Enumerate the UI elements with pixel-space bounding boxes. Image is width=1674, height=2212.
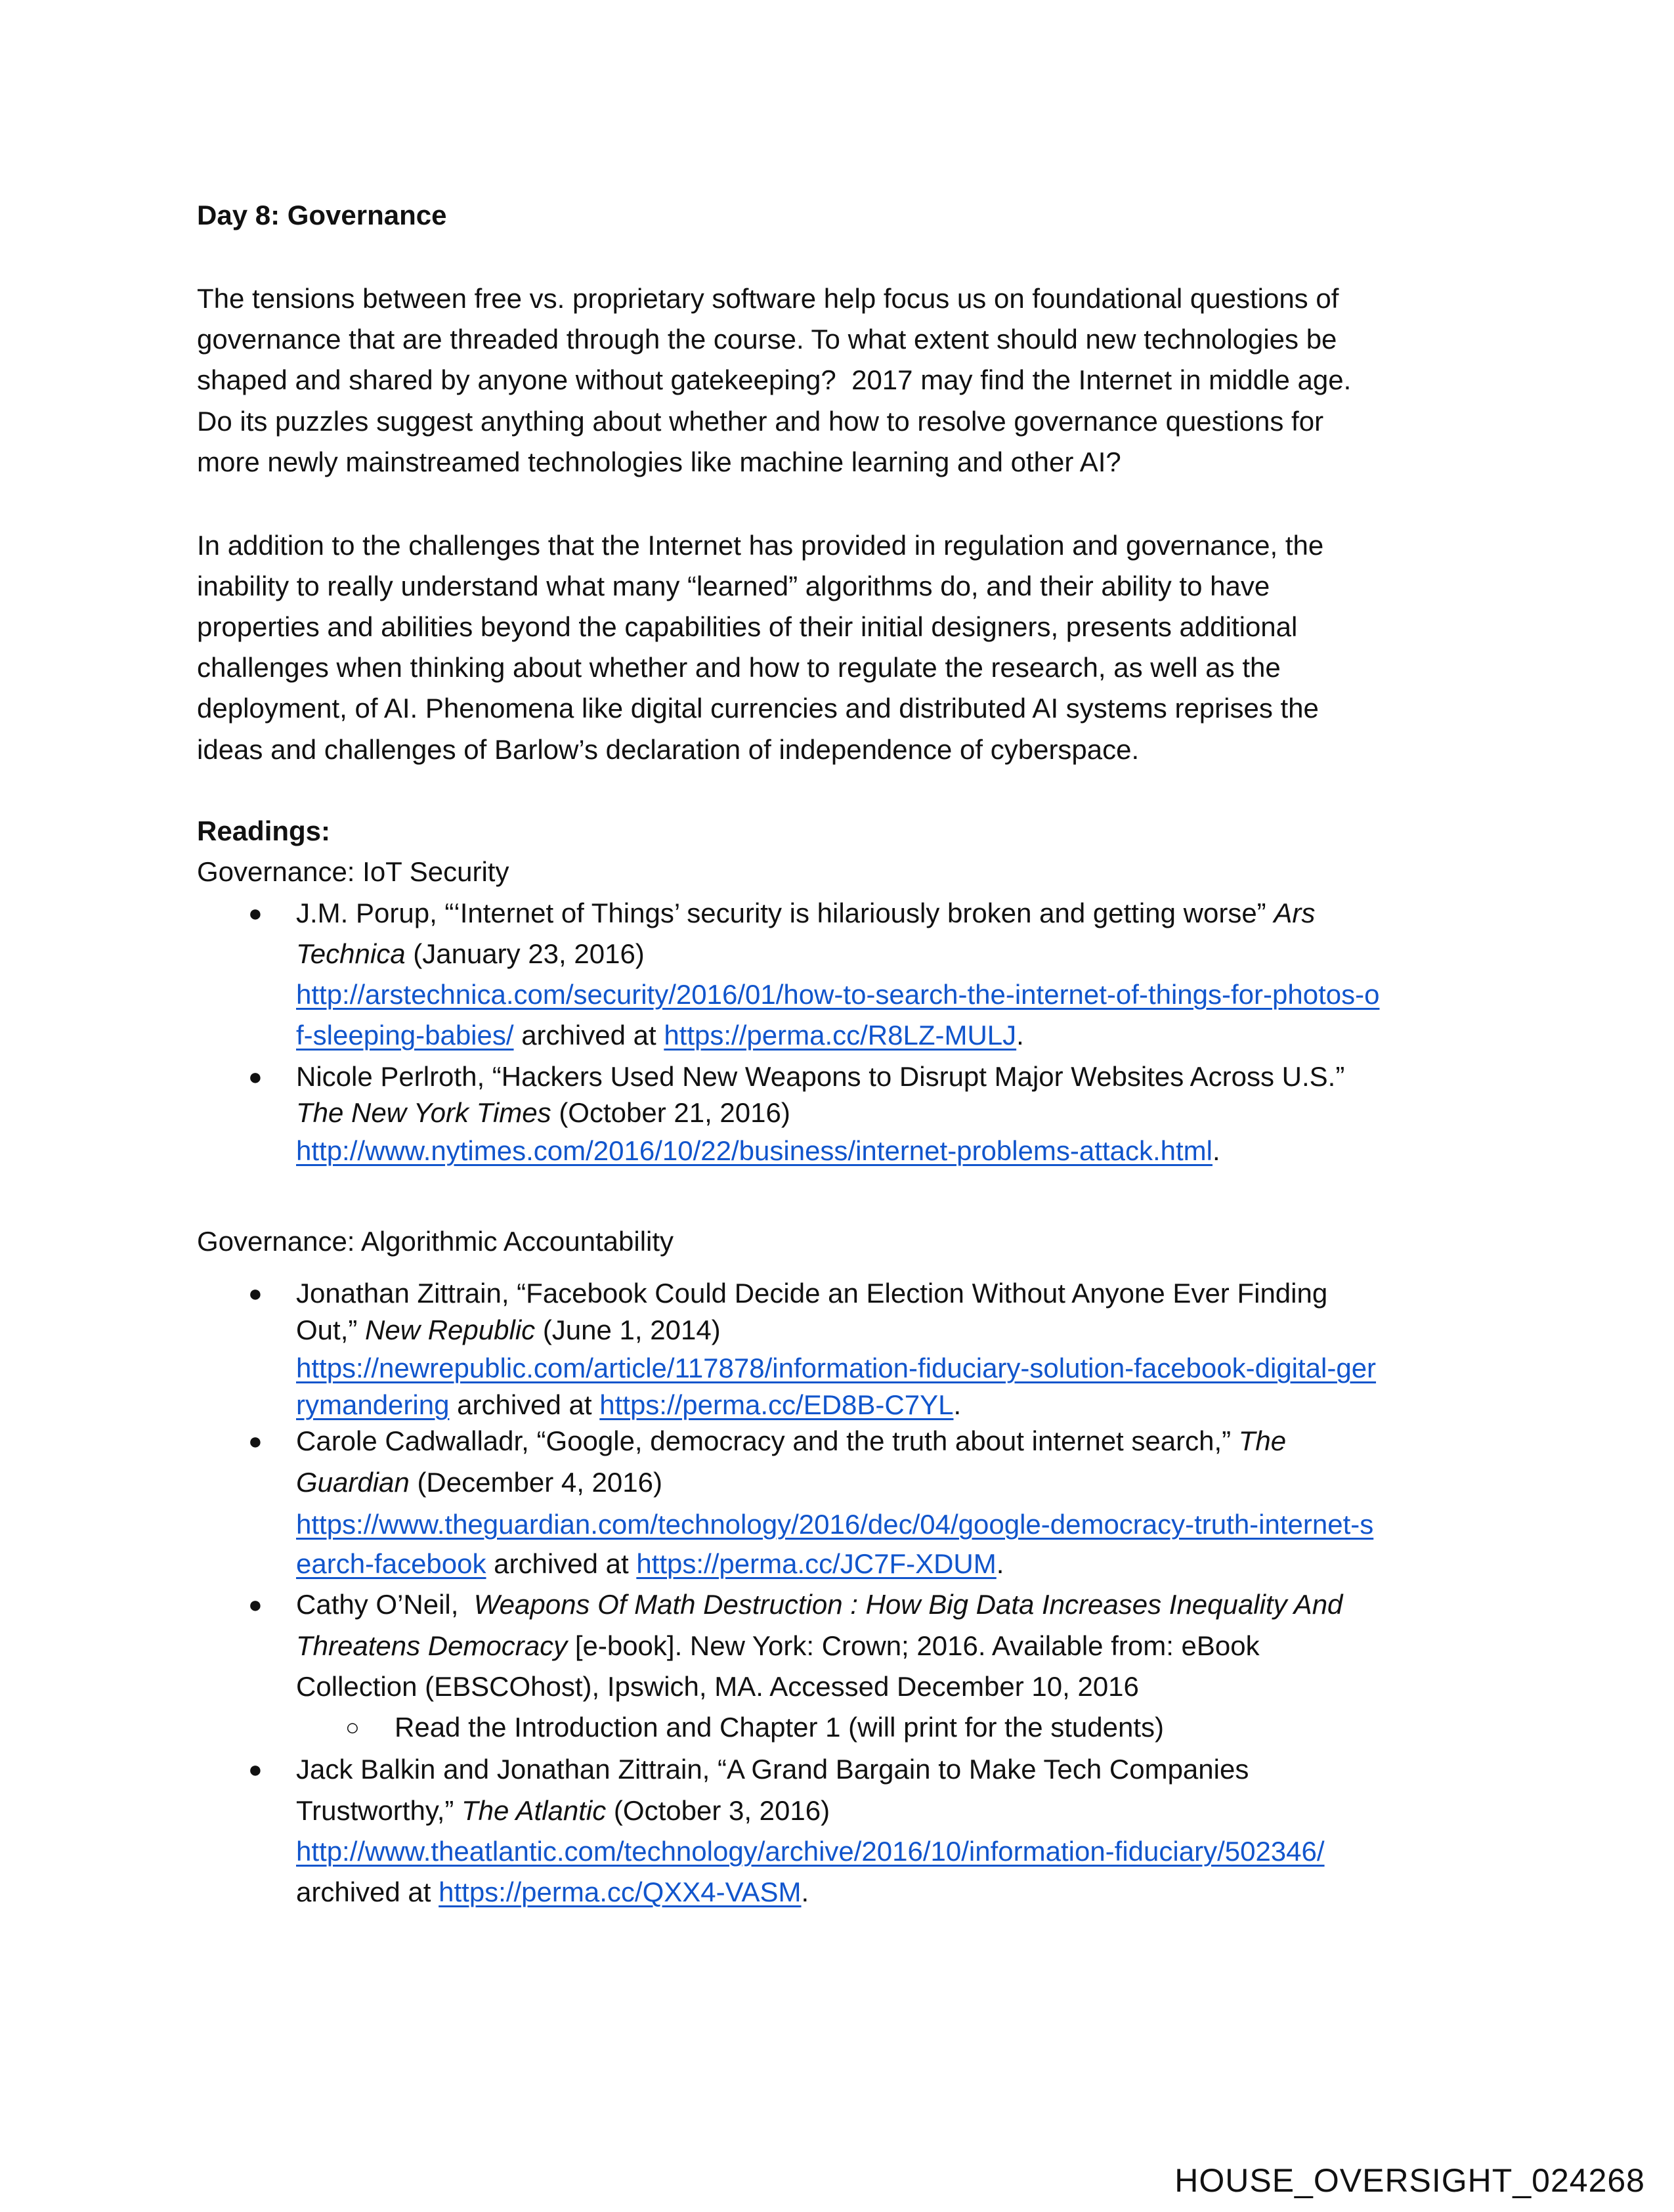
paragraph-line: The tensions between free vs. proprietary software help focus us on foundational questions of [197,283,1339,314]
link[interactable]: https://www.theguardian.com/technology/2016/dec/04/google-democracy-truth-internet-s [296,1509,1374,1540]
text-segment: Jonathan Zittrain, “Facebook Could Decide an Election Without Anyone Ever Finding [296,1278,1328,1309]
sub-bullet-icon: ○ [345,1714,360,1741]
text-line [296,934,645,974]
paragraph-line: inability to really understand what many “learned” algorithms do, and their ability to have [197,571,1270,601]
text-segment: . [1212,1135,1220,1166]
link[interactable]: f-sleeping-babies/ [296,1020,514,1051]
text-line [296,1626,1260,1666]
text-line [296,974,1379,1015]
italic-title: Threatens Democracy [296,1630,568,1661]
text-line [296,1348,1376,1389]
text-line [296,1544,1004,1584]
text-line [296,1273,1327,1314]
text-segment: Carole Cadwalladr, “Google, democracy and the truth about internet search,” [296,1425,1239,1456]
paragraph-line: challenges when thinking about whether and how to regulate the research, as well as the [197,652,1281,683]
text-line [296,1093,790,1133]
text-segment: archived at [513,1020,664,1051]
italic-title: Technica [296,938,406,969]
italic-title: New Republic [365,1314,536,1345]
section-title: Governance: IoT Security [197,856,509,887]
link[interactable]: https://perma.cc/ED8B-C7YL [599,1389,954,1420]
text-line [296,1872,809,1913]
text-segment: Out,” [296,1314,366,1345]
text-segment: archived at [449,1389,600,1420]
bullet-icon: ● [248,900,263,926]
text-segment: (June 1, 2014) [535,1314,721,1345]
text-line [296,1421,1286,1462]
bullet-icon: ● [248,1756,263,1783]
bullet-icon: ● [248,1591,263,1618]
link[interactable]: rymandering [296,1389,450,1420]
text-segment: Read the Introduction and Chapter 1 (will print for the students) [395,1712,1164,1743]
italic-title: The Atlantic [461,1795,607,1826]
link[interactable]: earch-facebook [296,1548,486,1579]
link[interactable]: https://perma.cc/R8LZ-MULJ [664,1020,1017,1051]
text-line [296,1056,1344,1097]
paragraph-line: governance that are threaded through the course. To what extent should new technologies be [197,324,1337,355]
text-line [296,1310,721,1351]
text-segment: (October 3, 2016) [606,1795,830,1826]
text-line [296,1504,1373,1545]
paragraph-line: deployment, of AI. Phenomena like digital currencies and distributed AI systems reprises the [197,693,1319,724]
text-segment: J.M. Porup, “‘Internet of Things’ security is hilariously broken and getting worse” [296,898,1274,928]
text-segment: Trustworthy,” [296,1795,462,1826]
text-segment: . [996,1548,1004,1579]
link[interactable]: https://newrepublic.com/article/117878/information-fiduciary-solution-facebook-digital-ger [296,1353,1377,1383]
text-segment: archived at [296,1876,439,1907]
text-segment: Jack Balkin and Jonathan Zittrain, “A Grand Bargain to Make Tech Companies [296,1754,1249,1785]
text-segment: [e-book]. New York: Crown; 2016. Available from: eBook [567,1630,1260,1661]
text-segment: . [1016,1020,1024,1051]
paragraph-line: Do its puzzles suggest anything about whether and how to resolve governance questions for [197,406,1324,437]
bullet-icon: ● [248,1063,263,1090]
link[interactable]: http://www.theatlantic.com/technology/archive/2016/10/information-fiduciary/502346/ [296,1836,1325,1867]
text-segment: Nicole Perlroth, “Hackers Used New Weapons to Disrupt Major Websites Across U.S.” [296,1061,1345,1092]
italic-title: The [1238,1425,1287,1456]
paragraph-line: shaped and shared by anyone without gatekeeping? 2017 may find the Internet in middle age. [197,364,1352,395]
text-line [296,1462,662,1503]
page-heading: Day 8: Governance [197,200,447,230]
text-segment: Cathy O’Neil, [296,1589,474,1620]
text-segment: (October 21, 2016) [551,1097,790,1128]
paragraph-line: properties and abilities beyond the capabilities of their initial designers, presents additional [197,611,1298,642]
text-line [296,1831,1325,1872]
text-segment: . [953,1389,962,1420]
text-line [296,1666,1139,1707]
section-title: Governance: Algorithmic Accountability [197,1226,674,1257]
paragraph-line: more newly mainstreamed technologies like machine learning and other AI? [197,446,1121,477]
readings-label: Readings: [197,815,331,846]
text-line [395,1707,1164,1748]
text-segment: (December 4, 2016) [409,1467,662,1498]
text-line [296,1385,961,1425]
text-line [296,1584,1342,1625]
text-line [296,1749,1249,1790]
text-line [296,1015,1024,1056]
italic-title: Guardian [296,1467,410,1498]
text-line [296,1131,1220,1171]
text-line [296,1790,830,1831]
paragraph-line: In addition to the challenges that the Internet has provided in regulation and governance, the [197,530,1324,561]
paragraph-line: ideas and challenges of Barlow’s declaration of independence of cyberspace. [197,734,1140,765]
italic-title: Ars [1274,898,1316,928]
link[interactable]: http://www.nytimes.com/2016/10/22/business/internet-problems-attack.html [296,1135,1213,1166]
text-line [296,893,1315,934]
text-segment: Collection (EBSCOhost), Ipswich, MA. Accessed December 10, 2016 [296,1671,1139,1702]
text-segment: archived at [486,1548,637,1579]
text-segment: . [801,1876,809,1907]
link[interactable]: https://perma.cc/JC7F-XDUM [636,1548,997,1579]
italic-title: The New York Times [296,1097,551,1128]
text-segment: (January 23, 2016) [405,938,645,969]
bullet-icon: ● [248,1427,263,1454]
bullet-icon: ● [248,1280,263,1307]
link[interactable]: https://perma.cc/QXX4-VASM [439,1876,802,1907]
bates-footer: HOUSE_OVERSIGHT_024268 [1174,2162,1645,2199]
link[interactable]: http://arstechnica.com/security/2016/01/how-to-search-the-internet-of-things-for-photos-o [296,979,1380,1010]
italic-title: Weapons Of Math Destruction : How Big Data Increases Inequality And [473,1589,1343,1620]
